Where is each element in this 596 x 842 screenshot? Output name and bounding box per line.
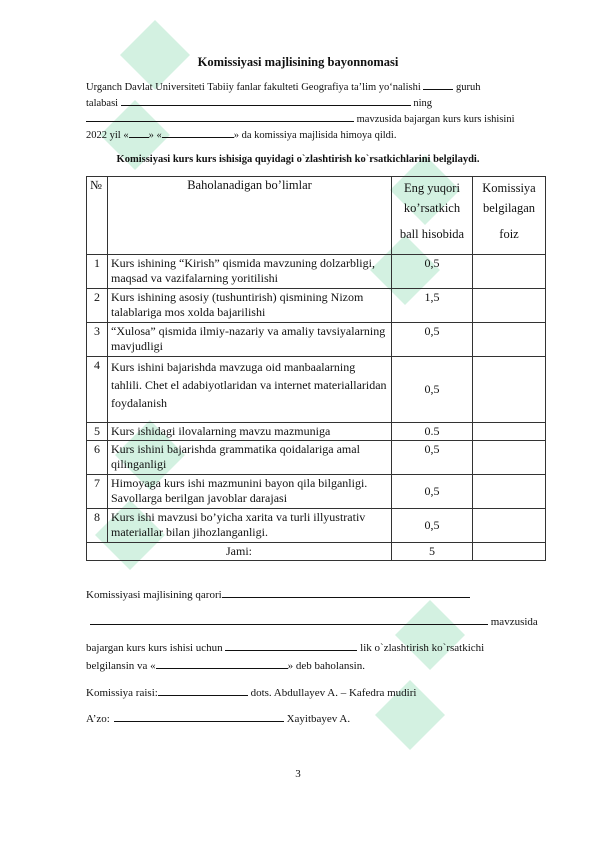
- intro-text: mavzusida bajargan kurs kurs ishisini: [356, 114, 515, 125]
- blank-decision[interactable]: [222, 588, 470, 598]
- row-number: 2: [87, 289, 108, 323]
- row-commission-score[interactable]: [473, 423, 546, 441]
- row-criteria: Kurs ishining “Kirish” qismida mavzuning dolzarbligi, maqsad va vazifalarning yoritilishi: [108, 255, 392, 289]
- row-max-score: 0.5: [392, 423, 473, 441]
- row-number: 1: [87, 255, 108, 289]
- blank-percent[interactable]: [225, 641, 357, 651]
- blank-topic: [86, 112, 354, 122]
- chair-name: dots. Abdullayev A. – Kafedra mudiri: [250, 687, 417, 699]
- col-commission-header: [473, 177, 546, 255]
- blank-grade[interactable]: [156, 659, 288, 669]
- member-line: [86, 712, 350, 725]
- intro-text: ning: [413, 98, 432, 109]
- row-criteria: Kurs ishini bajarishda mavzuga oid manbaalarning tahlili. Chet el adabiyotlaridan va internet materiallaridan foydalanish: [108, 357, 392, 423]
- intro-line-2: [86, 96, 542, 112]
- mavzusida-text: mavzusida: [490, 616, 538, 628]
- intro-text: » da komissiya majlisida himoya qildi.: [233, 130, 397, 141]
- intro-line-1: [86, 80, 542, 96]
- row-number: 3: [87, 323, 108, 357]
- row-criteria: “Xulosa” qismida ilmiy-nazariy va amaliy tavsiyalarning mavjudligi: [108, 323, 392, 357]
- table-row: [87, 423, 546, 441]
- row-criteria: Kurs ishini bajarishda grammatika qoidalariga amal qilinganligi: [108, 441, 392, 475]
- intro-text: » «: [148, 130, 162, 141]
- blank-member-signature[interactable]: [114, 712, 284, 722]
- col-criteria-header: Baholanadigan bo’limlar: [108, 177, 392, 255]
- row-max-score: 0,5: [392, 323, 473, 357]
- row-number: 4: [87, 357, 108, 423]
- blank-day: [129, 128, 149, 138]
- max-header-text: ball hisobida: [399, 227, 465, 241]
- col-max-header: [392, 177, 473, 255]
- row-max-score: 0,5: [392, 475, 473, 509]
- row-max-score: 0,5: [392, 441, 473, 475]
- max-header-text: Eng yuqori: [404, 181, 460, 195]
- table-total-row: [87, 543, 546, 561]
- comm-header-text: Komissiya: [482, 181, 536, 195]
- blank-month: [162, 128, 234, 138]
- total-value: 5: [392, 543, 473, 561]
- decision-line: [86, 588, 470, 601]
- table-row: [87, 289, 546, 323]
- evaluation-table: [86, 176, 546, 561]
- row-criteria: Kurs ishi mavzusi bo’yicha xarita va turli illyustrativ materiallar bilan jihozlanganligi.: [108, 509, 392, 543]
- member-name: Xayitbayev A.: [286, 713, 351, 725]
- decision-label: Komissiyasi majlisining qarori: [86, 589, 222, 601]
- decision-line-4: [86, 659, 365, 672]
- chair-line: [86, 686, 416, 699]
- total-label: Jami:: [87, 543, 392, 561]
- intro-line-4: [86, 128, 542, 144]
- footer-text: belgilansin va «: [86, 660, 156, 672]
- row-commission-score[interactable]: [473, 441, 546, 475]
- document-title: Komissiyasi majlisining bayonnomasi: [197, 55, 399, 69]
- row-max-score: 0,5: [392, 509, 473, 543]
- intro-text: Urganch Davlat Universiteti Tabiiy fanlar fakulteti Geografiya ta’lim yo‘nalishi: [86, 82, 421, 93]
- chair-label: Komissiya raisi:: [86, 687, 158, 699]
- table-row: [87, 255, 546, 289]
- blank-topic-2[interactable]: [90, 615, 488, 625]
- comm-header-text: belgilagan: [482, 201, 536, 215]
- member-label: A’zo:: [86, 713, 110, 725]
- row-commission-score[interactable]: [473, 289, 546, 323]
- footer-text: » deb baholansin.: [287, 660, 365, 672]
- row-criteria: Kurs ishining asosiy (tushuntirish) qismining Nizom talablariga mos xolda bajarilishi: [108, 289, 392, 323]
- row-max-score: 0,5: [392, 357, 473, 423]
- table-row: [87, 441, 546, 475]
- total-commission[interactable]: [473, 543, 546, 561]
- row-number: 5: [87, 423, 108, 441]
- max-header-text: ko’rsatkich: [403, 201, 461, 215]
- page-number: 3: [295, 768, 301, 780]
- row-number: 6: [87, 441, 108, 475]
- subtitle: Komissiyasi kurs kurs ishisiga quyidagi o`zlashtirish ko`rsatkichlarini belgilaydi.: [116, 154, 480, 165]
- comm-header-text: foiz: [499, 227, 519, 241]
- blank-student: [121, 96, 411, 106]
- intro-text: talabasi: [86, 98, 119, 109]
- blank-group: [423, 80, 453, 90]
- row-commission-score[interactable]: [473, 255, 546, 289]
- row-commission-score[interactable]: [473, 475, 546, 509]
- footer-text: bajargan kurs kurs ishisi uchun: [86, 642, 223, 654]
- blank-chair-signature[interactable]: [158, 686, 248, 696]
- row-number: 8: [87, 509, 108, 543]
- row-commission-score[interactable]: [473, 357, 546, 423]
- decision-line-3: [86, 641, 484, 654]
- row-max-score: 0,5: [392, 255, 473, 289]
- table-row: [87, 475, 546, 509]
- intro-text: guruh: [456, 82, 481, 93]
- table-row: [87, 509, 546, 543]
- row-number: 7: [87, 475, 108, 509]
- intro-line-3: [86, 112, 542, 128]
- decision-line-2: [86, 615, 538, 628]
- table-header-row: [87, 177, 546, 255]
- row-max-score: 1,5: [392, 289, 473, 323]
- table-row: [87, 357, 546, 423]
- intro-text: 2022 yil «: [86, 130, 129, 141]
- row-criteria: Himoyaga kurs ishi mazmunini bayon qila bilganligi. Savollarga berilgan javoblar darajasi: [108, 475, 392, 509]
- footer-text: lik o`zlashtirish ko`rsatkichi: [360, 642, 485, 654]
- table-row: [87, 323, 546, 357]
- row-commission-score[interactable]: [473, 323, 546, 357]
- row-commission-score[interactable]: [473, 509, 546, 543]
- col-num-header: №: [87, 177, 108, 255]
- row-criteria: Kurs ishidagi ilovalarning mavzu mazmuniga: [108, 423, 392, 441]
